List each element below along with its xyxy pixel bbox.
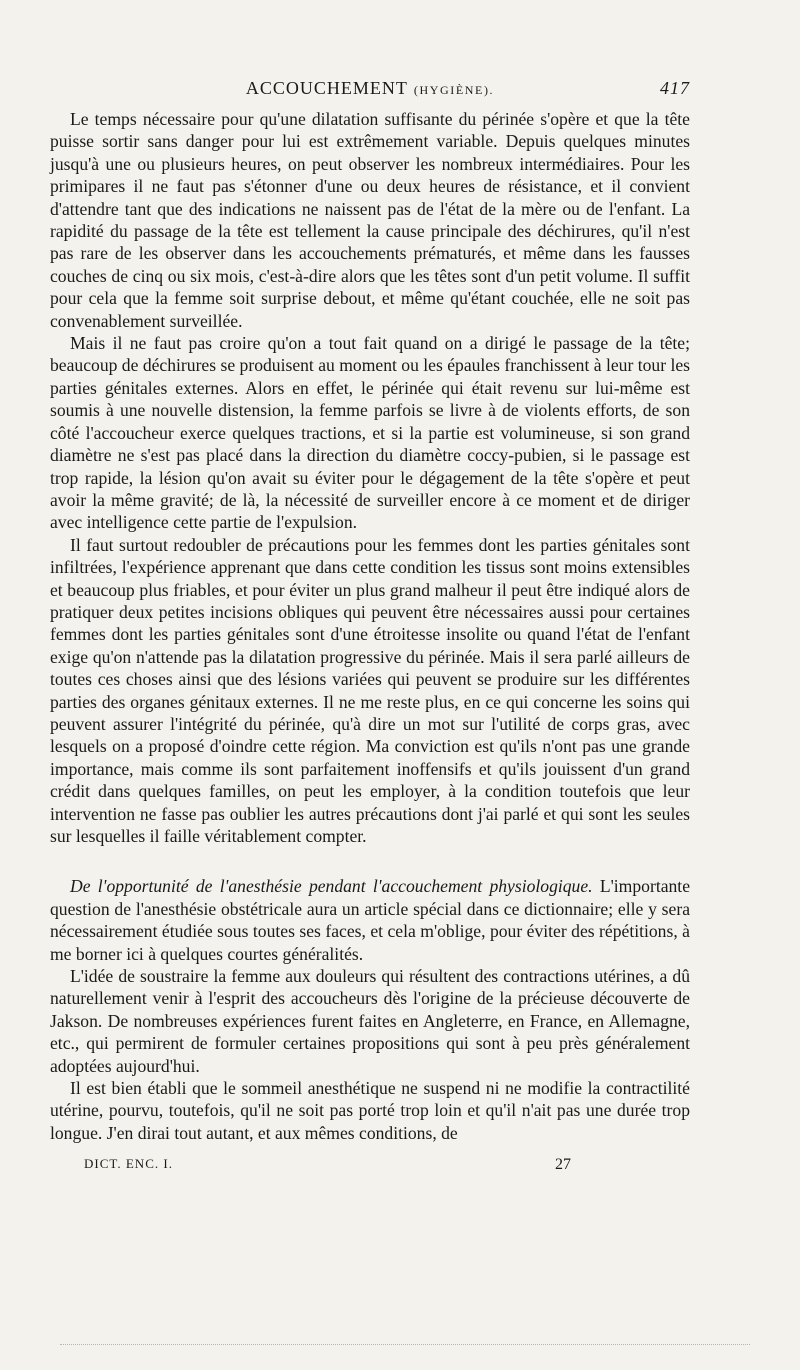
paragraph-1: Le temps nécessaire pour qu'une dilatation suffisante du périnée s'opère et que la tête puisse sortir sans danger pour lui est extrêmement variable. Depuis quelques minutes jusqu'à une ou plusieurs heures, on peut observer les nombreux intermédiaires. Pour les primipares il ne faut pas s'étonner d'une ou deux heures de résistance, et il convient d'attendre tant que des indications ne naissent pas de l'état de la mère ou de l'enfant. La rapidité du passage de la tête est tellement la cause principale des déchirures, qu'il n'est pas rare de les observer dans les accouchements prématurés, et même dans les fausses couches de cinq ou six mois, c'est-à-dire alors que les têtes sont d'un petit volume. Il suffit pour cela que la femme soit surprise debout, et même qu'étant couchée, elle ne soit pas convenablement surveillée. xyxy=(50,109,690,331)
bottom-rule xyxy=(60,1344,750,1345)
body-text xyxy=(50,108,690,1144)
section-paragraph-2: L'idée de soustraire la femme aux douleurs qui résultent des contractions utérines, a dû naturellement venir à l'esprit des accoucheurs dès l'origine de la précieuse découverte de Jakson. De nombreuses expériences furent faites en Angleterre, en France, en Allemagne, etc., qui permirent de formuler certaines propositions qui sont à peu près généralement adoptées aujourd'hui. xyxy=(50,966,690,1076)
running-head xyxy=(50,78,690,104)
page-footer xyxy=(50,1156,690,1180)
footer-sheet-number: 27 xyxy=(555,1156,571,1174)
paragraph-2: Mais il ne faut pas croire qu'on a tout fait quand on a dirigé le passage de la tête; beaucoup de déchirures se produisent au moment ou les épaules franchissent à leur tour les parties génitales externes. Alors en effet, le périnée qui était revenu sur lui-même est soumis à une nouvelle distension, la femme parfois se livre à de violents efforts, de son côté l'accoucheur exerce quelques tractions, et si la partie est volumineuse, si son grand diamètre ne s'est pas placé dans la direction du diamètre coccy-pubien, si le passage est trop rapide, la lésion qu'on avait su éviter pour le dégagement de la tête s'opère et peut avoir la même gravité; de là, la nécessité de surveiller encore à ce moment et de diriger avec intelligence cette partie de l'expulsion. xyxy=(50,333,691,533)
section-paragraph-3: Il est bien établi que le sommeil anesthétique ne suspend ni ne modifie la contractilité utérine, pourvu, toutefois, qu'il ne soit pas porté trop loin et qu'il n'ait pas une durée trop longue. J'en dirai tout autant, et aux mêmes conditions, de xyxy=(50,1078,690,1143)
section-paragraph-1: L'importante question de l'anesthésie obstétricale aura un article spécial dans ce dictionnaire; elle y sera nécessairement étudiée sous toutes ses faces, et cela m'oblige, pour éviter des répétitions, à me borner ici à quelques courtes généralités. xyxy=(50,876,691,964)
running-head-title: ACCOUCHEMENT xyxy=(245,78,408,98)
section-heading: De l'opportunité de l'anesthésie pendant l'accouchement physiologique. xyxy=(70,876,593,897)
paragraph-3: Il faut surtout redoubler de précautions pour les femmes dont les parties génitales sont infiltrées, l'expérience apprenant que dans cette condition les tissus sont moins extensibles et beaucoup plus friables, et pour éviter un plus grand malheur il peut être indiqué alors de pratiquer deux petites incisions obliques qui peuvent être nécessaires aussi pour certaines femmes dont les parties génitales sont d'une étroitesse insolite ou quand l'état de l'enfant exige qu'on n'attende pas la dilatation progressive du périnée. Mais il sera parlé ailleurs de toutes ces choses ainsi que des lésions variées qui peuvent se produire sur les différentes parties des organes génitaux externes. Il ne me reste plus, en ce qui concerne les soins qui peuvent assurer l'intégrité du périnée, qu'à dire un mot sur l'utilité de corps gras, avec lesquels on a proposé d'oindre cette région. Ma conviction est qu'ils n'ont pas une grande importance, mais comme ils sont parfaitement inoffensifs et qu'ils jouissent d'un grand crédit dans quelques familles, on peut les employer, à la condition toutefois que leur intervention ne fasse pas oublier les autres précautions dont j'ai parlé et qui sont les seules sur lesquelles il faille véritablement compter. xyxy=(50,534,690,846)
running-head-subtitle: (HYGIÈNE). xyxy=(413,83,495,97)
page-number: 417 xyxy=(660,78,690,98)
section-opening-paragraph xyxy=(50,875,690,965)
footer-signature: DICT. ENC. I. xyxy=(84,1156,173,1172)
document-page xyxy=(50,78,690,1288)
